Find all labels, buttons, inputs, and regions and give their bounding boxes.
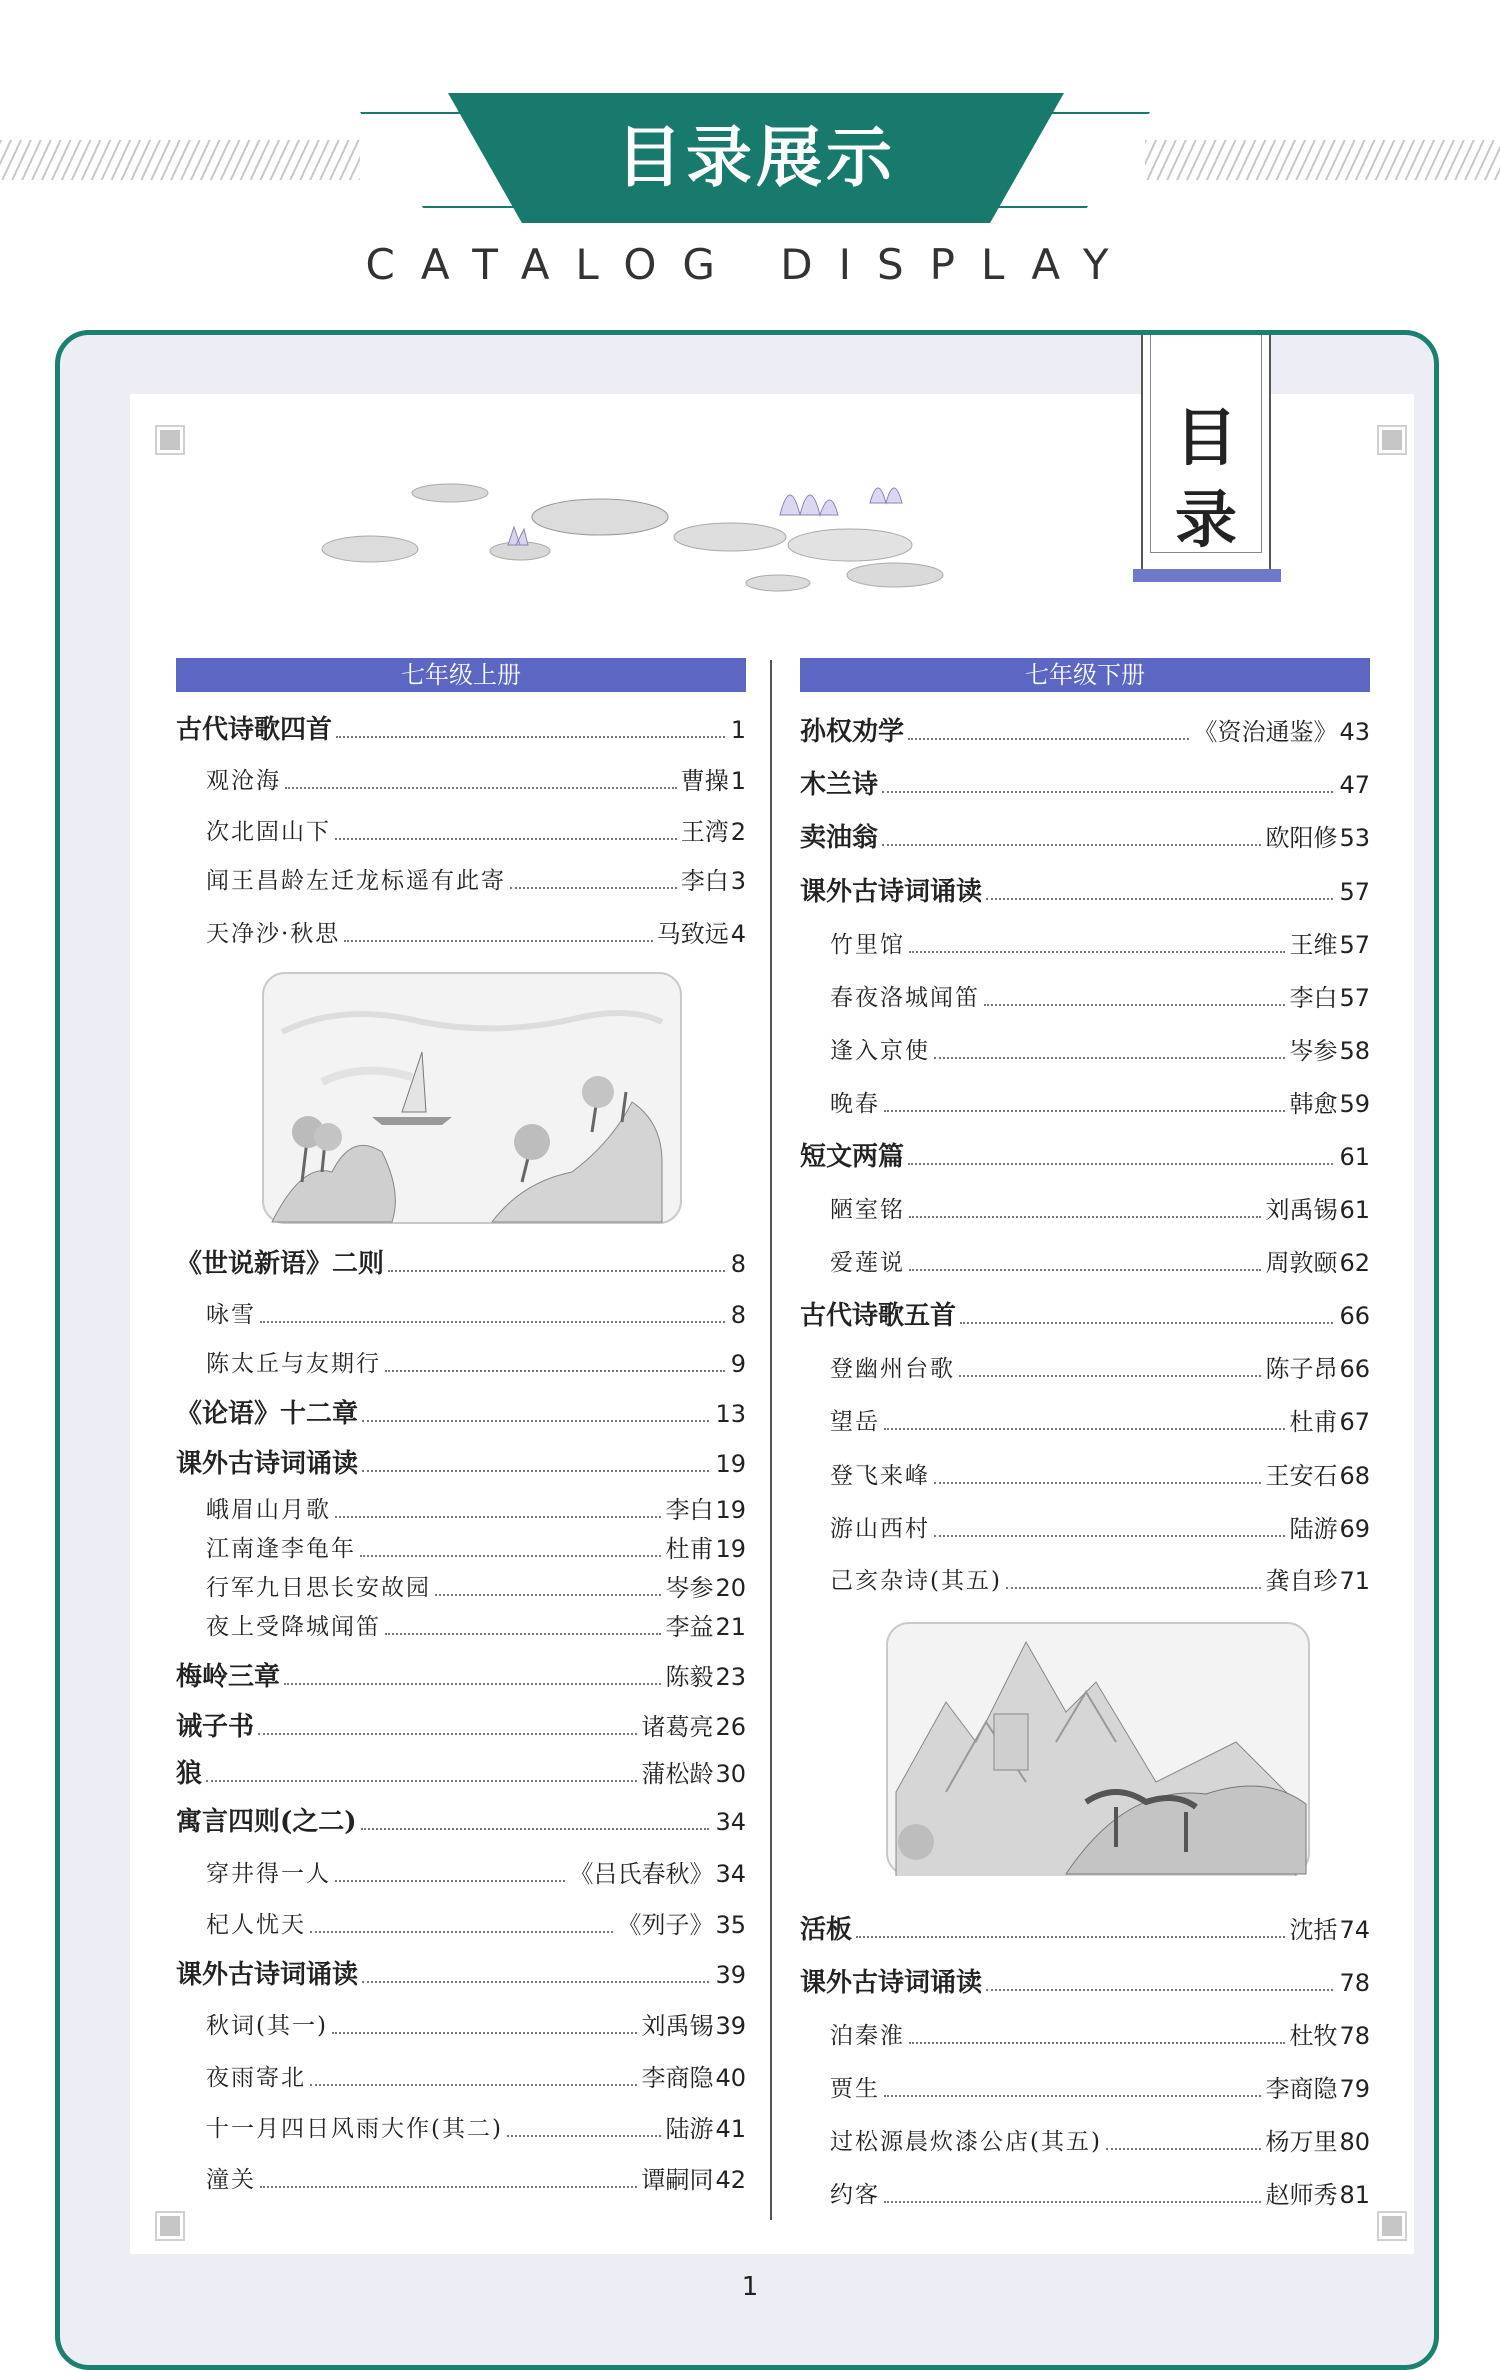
- tab-bar: [1133, 569, 1281, 582]
- toc-entry[interactable]: 登飞来峰 王安石 68: [830, 1462, 1370, 1490]
- corner-ornament: [160, 2216, 180, 2236]
- tab-char-2: 录: [1174, 483, 1237, 556]
- tab-char-1: 目: [1174, 401, 1237, 474]
- toc-entry[interactable]: 爱莲说 周敦颐 62: [830, 1249, 1370, 1277]
- toc-entry[interactable]: 潼关 谭嗣同 42: [206, 2166, 746, 2194]
- toc-entry[interactable]: 观沧海 曹操 1: [206, 767, 746, 795]
- toc-entry[interactable]: 约客 赵师秀 81: [830, 2181, 1370, 2209]
- toc-entry[interactable]: 课外古诗词诵读 39: [176, 1960, 746, 1990]
- toc-entry[interactable]: 春夜洛城闻笛 李白 57: [830, 984, 1370, 1012]
- corner-ornament: [1382, 2216, 1402, 2236]
- toc-entry[interactable]: 天净沙·秋思 马致远 4: [206, 920, 746, 948]
- toc-entry[interactable]: 《世说新语》二则 8: [176, 1249, 746, 1279]
- toc-entry[interactable]: 梅岭三章 陈毅 23: [176, 1662, 746, 1692]
- toc-entry[interactable]: 闻王昌龄左迁龙标遥有此寄 李白 3: [206, 867, 746, 895]
- section-heading-grade7-vol1: 七年级上册: [176, 658, 746, 692]
- toc-entry[interactable]: 穿井得一人 《吕氏春秋》 34: [206, 1860, 746, 1888]
- page-subtitle: CATALOG DISPLAY: [365, 240, 1135, 289]
- toc-entry[interactable]: 竹里馆 王维 57: [830, 931, 1370, 959]
- section-heading-grade7-vol2: 七年级下册: [800, 658, 1370, 692]
- toc-entry[interactable]: 古代诗歌四首 1: [176, 715, 746, 745]
- toc-entry[interactable]: 过松源晨炊漆公店(其五) 杨万里 80: [830, 2128, 1370, 2156]
- toc-entry[interactable]: 次北固山下 王湾 2: [206, 818, 746, 846]
- right-hatch-decoration: [1145, 140, 1500, 180]
- toc-entry[interactable]: 陋室铭 刘禹锡 61: [830, 1196, 1370, 1224]
- toc-entry[interactable]: 贾生 李商隐 79: [830, 2075, 1370, 2103]
- toc-entry[interactable]: 峨眉山月歌 李白 19: [206, 1496, 746, 1524]
- toc-entry[interactable]: 望岳 杜甫 67: [830, 1408, 1370, 1436]
- toc-entry[interactable]: 江南逢李龟年 杜甫 19: [206, 1535, 746, 1563]
- boat-landscape-illustration: [262, 972, 682, 1224]
- toc-entry[interactable]: 游山西村 陆游 69: [830, 1515, 1370, 1543]
- corner-ornament: [1382, 430, 1402, 450]
- toc-entry[interactable]: 逢入京使 岑参 58: [830, 1037, 1370, 1065]
- toc-entry[interactable]: 泊秦淮 杜牧 78: [830, 2022, 1370, 2050]
- lotus-pond-illustration: [310, 455, 950, 615]
- column-divider: [770, 660, 772, 2220]
- toc-entry[interactable]: 狼 蒲松龄 30: [176, 1759, 746, 1789]
- toc-entry[interactable]: 活板 沈括 74: [800, 1915, 1370, 1945]
- toc-entry[interactable]: 咏雪 8: [206, 1301, 746, 1329]
- toc-entry[interactable]: 短文两篇 61: [800, 1142, 1370, 1172]
- toc-entry[interactable]: 孙权劝学 《资治通鉴》 43: [800, 717, 1370, 747]
- toc-entry[interactable]: 晚春 韩愈 59: [830, 1090, 1370, 1118]
- toc-entry[interactable]: 课外古诗词诵读 78: [800, 1968, 1370, 1998]
- mountain-landscape-illustration: [886, 1622, 1310, 1876]
- toc-entry[interactable]: 陈太丘与友期行 9: [206, 1350, 746, 1378]
- toc-entry[interactable]: 课外古诗词诵读 57: [800, 877, 1370, 907]
- toc-entry[interactable]: 卖油翁 欧阳修 53: [800, 823, 1370, 853]
- toc-entry[interactable]: 行军九日思长安故园 岑参 20: [206, 1574, 746, 1602]
- toc-entry[interactable]: 己亥杂诗(其五) 龚自珍 71: [830, 1567, 1370, 1595]
- toc-entry[interactable]: 诫子书 诸葛亮 26: [176, 1712, 746, 1742]
- toc-entry[interactable]: 夜上受降城闻笛 李益 21: [206, 1613, 746, 1641]
- toc-entry[interactable]: 古代诗歌五首 66: [800, 1301, 1370, 1331]
- toc-entry[interactable]: 杞人忧天 《列子》 35: [206, 1911, 746, 1939]
- toc-entry[interactable]: 寓言四则(之二) 34: [176, 1807, 746, 1837]
- page-title: 目录展示: [616, 119, 896, 196]
- toc-entry[interactable]: 秋词(其一) 刘禹锡 39: [206, 2012, 746, 2040]
- toc-entry[interactable]: 《论语》十二章 13: [176, 1399, 746, 1429]
- toc-entry[interactable]: 登幽州台歌 陈子昂 66: [830, 1355, 1370, 1383]
- left-hatch-decoration: [0, 140, 360, 180]
- toc-entry[interactable]: 夜雨寄北 李商隐 40: [206, 2064, 746, 2092]
- toc-entry[interactable]: 课外古诗词诵读 19: [176, 1449, 746, 1479]
- corner-ornament: [160, 430, 180, 450]
- toc-entry[interactable]: 木兰诗 47: [800, 770, 1370, 800]
- page-number: 1: [741, 2272, 759, 2302]
- toc-entry[interactable]: 十一月四日风雨大作(其二) 陆游 41: [206, 2115, 746, 2143]
